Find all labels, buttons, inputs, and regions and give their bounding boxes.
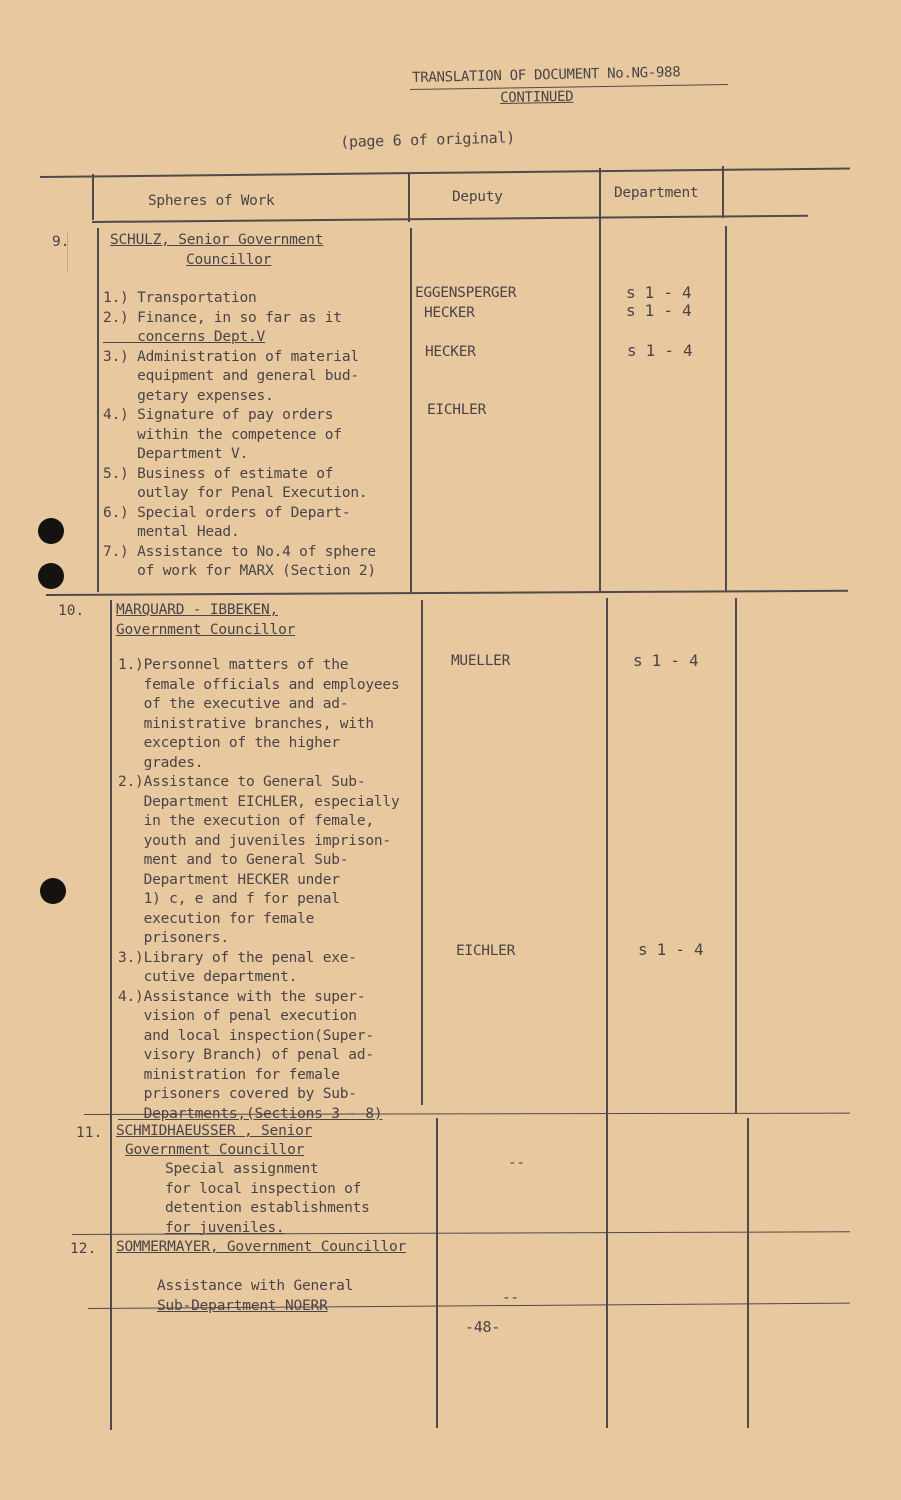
document-subtitle: CONTINUED <box>500 88 574 106</box>
sphere-item-line: getary expenses. <box>103 387 274 404</box>
deputy-entry: EICHLER <box>427 402 487 418</box>
col-rule-department-bottom <box>747 1118 749 1428</box>
sphere-item-line: in the execution of female, <box>118 813 374 829</box>
department-entry: s 1 - 4 <box>638 940 704 959</box>
row-number: 10. <box>58 603 85 619</box>
col-rule-deputy-lower <box>606 598 608 1428</box>
col-rule-number-lower <box>110 600 112 1430</box>
department-entry: s 1 - 4 <box>626 301 692 320</box>
sphere-item-line: 6.) Special orders of Depart- <box>103 504 351 521</box>
person-name: SCHMIDHAEUSSER , Senior <box>116 1123 313 1139</box>
sphere-item-line: Department EICHLER, especially <box>118 793 400 810</box>
sphere-item-line: 5.) Business of estimate of <box>103 465 334 482</box>
sphere-item-line: Departments,(Sections 3 - 8) <box>118 1105 383 1122</box>
sphere-item-line: exception of the higher <box>118 735 340 751</box>
sphere-item-line: 2.) Finance, in so far as it <box>103 309 342 326</box>
column-header-spheres: Spheres of Work <box>148 193 275 209</box>
sphere-item-line: for local inspection of <box>165 1180 362 1197</box>
row-number: 9. <box>52 234 70 250</box>
sphere-item-line: 1.) Transportation <box>103 290 257 306</box>
deputy-entry: EICHLER <box>456 943 516 959</box>
sphere-item-line: 7.) Assistance to No.4 of sphere <box>103 543 376 560</box>
sphere-item-line: 4.)Assistance with the super- <box>118 988 366 1005</box>
sphere-item-line: mental Head. <box>103 524 240 540</box>
sphere-item-line: Assistance with General <box>157 1278 354 1294</box>
sphere-item-line: ministration for female <box>118 1066 340 1083</box>
deputy-entry: HECKER <box>425 344 476 360</box>
sphere-item-line: female officials and employees <box>118 676 400 693</box>
sphere-item-line: ministrative branches, with <box>118 715 374 732</box>
department-entry: s 1 - 4 <box>627 341 693 360</box>
person-title: Government Councillor <box>125 1142 305 1158</box>
person-name: MARQUARD - IBBEKEN, <box>116 602 279 618</box>
punch-hole <box>40 878 66 904</box>
sphere-item-line: grades. <box>118 754 204 771</box>
sphere-item-line: prisoners covered by Sub- <box>118 1086 357 1102</box>
sphere-item-line: youth and juveniles imprison- <box>118 832 391 849</box>
sphere-item-line: ment and to General Sub- <box>118 852 349 868</box>
deputy-entry: MUELLER <box>451 653 511 669</box>
col-rule-spheres-lower <box>436 1118 438 1428</box>
punch-hole <box>38 518 64 544</box>
sphere-item-line: visory Branch) of penal ad- <box>118 1047 374 1063</box>
sphere-item-line: 3.)Library of the penal exe- <box>118 949 357 966</box>
sphere-item-line: prisoners. <box>118 930 229 946</box>
sphere-item-line: detention establishments <box>165 1200 370 1216</box>
sphere-item-line: Department HECKER under <box>118 871 340 888</box>
row-number: 11. <box>76 1125 103 1141</box>
sphere-item-line: Special assignment <box>165 1161 319 1177</box>
row9-bottom-rule <box>46 590 848 596</box>
sphere-item-line: Sub-Department NOERR <box>157 1297 328 1314</box>
sphere-item-line: equipment and general bud- <box>103 368 359 384</box>
column-header-department: Department <box>614 185 699 201</box>
person-title: Councillor <box>186 252 272 268</box>
col-rule-department-lower <box>735 598 737 1114</box>
col-rule-department-mid <box>725 226 727 592</box>
sphere-item-line: 1) c, e and f for penal <box>118 891 340 907</box>
department-entry: s 1 - 4 <box>626 283 692 302</box>
column-header-deputy: Deputy <box>452 189 503 205</box>
sphere-item-line: and local inspection(Super- <box>118 1027 374 1044</box>
page-note: (page 6 of original) <box>340 128 516 151</box>
col-rule-number-upper <box>97 228 99 592</box>
col-rule-department <box>722 166 724 218</box>
sphere-item-line: 1.)Personnel matters of the <box>118 657 349 673</box>
deputy-entry: EGGENSPERGER <box>415 285 517 301</box>
sphere-item-line: cutive department. <box>118 969 298 985</box>
sphere-item-line: of work for MARX (Section 2) <box>103 563 376 579</box>
department-entry: s 1 - 4 <box>633 651 699 670</box>
sphere-item-line: 2.)Assistance to General Sub- <box>118 774 366 790</box>
person-name: SOMMERMAYER, Government Councillor <box>116 1239 407 1255</box>
deputy-entry: -- <box>502 1290 519 1306</box>
header-bottom-rule <box>92 215 808 223</box>
deputy-entry: HECKER <box>424 305 475 321</box>
person-name: SCHULZ, Senior Government <box>110 232 324 248</box>
page-number: -48- <box>465 1318 500 1336</box>
sphere-item-line: within the competence of <box>103 426 342 443</box>
col-rule-deputy <box>599 168 601 593</box>
col-rule-spheres-row10 <box>421 600 423 1105</box>
person-title: Government Councillor <box>116 622 296 638</box>
row-number: 12. <box>70 1241 97 1257</box>
punch-hole <box>38 563 64 589</box>
sphere-item-line: 4.) Signature of pay orders <box>103 407 334 423</box>
deputy-entry: -- <box>508 1155 525 1171</box>
sphere-item-line: for juveniles. <box>165 1219 285 1236</box>
sphere-item-line: concerns Dept.V <box>103 329 266 345</box>
col-rule-spheres-row9 <box>410 228 412 593</box>
document-title: TRANSLATION OF DOCUMENT No.NG-988 <box>412 64 681 86</box>
sphere-item-line: vision of penal execution <box>118 1008 357 1024</box>
col-rule-spheres <box>408 174 410 222</box>
sphere-item-line: execution for female <box>118 910 315 927</box>
table-top-rule <box>40 168 850 178</box>
sphere-item-line: of the executive and ad- <box>118 696 349 712</box>
sphere-item-line: Department V. <box>103 446 249 462</box>
sphere-item-line: 3.) Administration of material <box>103 348 359 365</box>
col-rule-number <box>92 174 94 220</box>
sphere-item-line: outlay for Penal Execution. <box>103 485 368 501</box>
